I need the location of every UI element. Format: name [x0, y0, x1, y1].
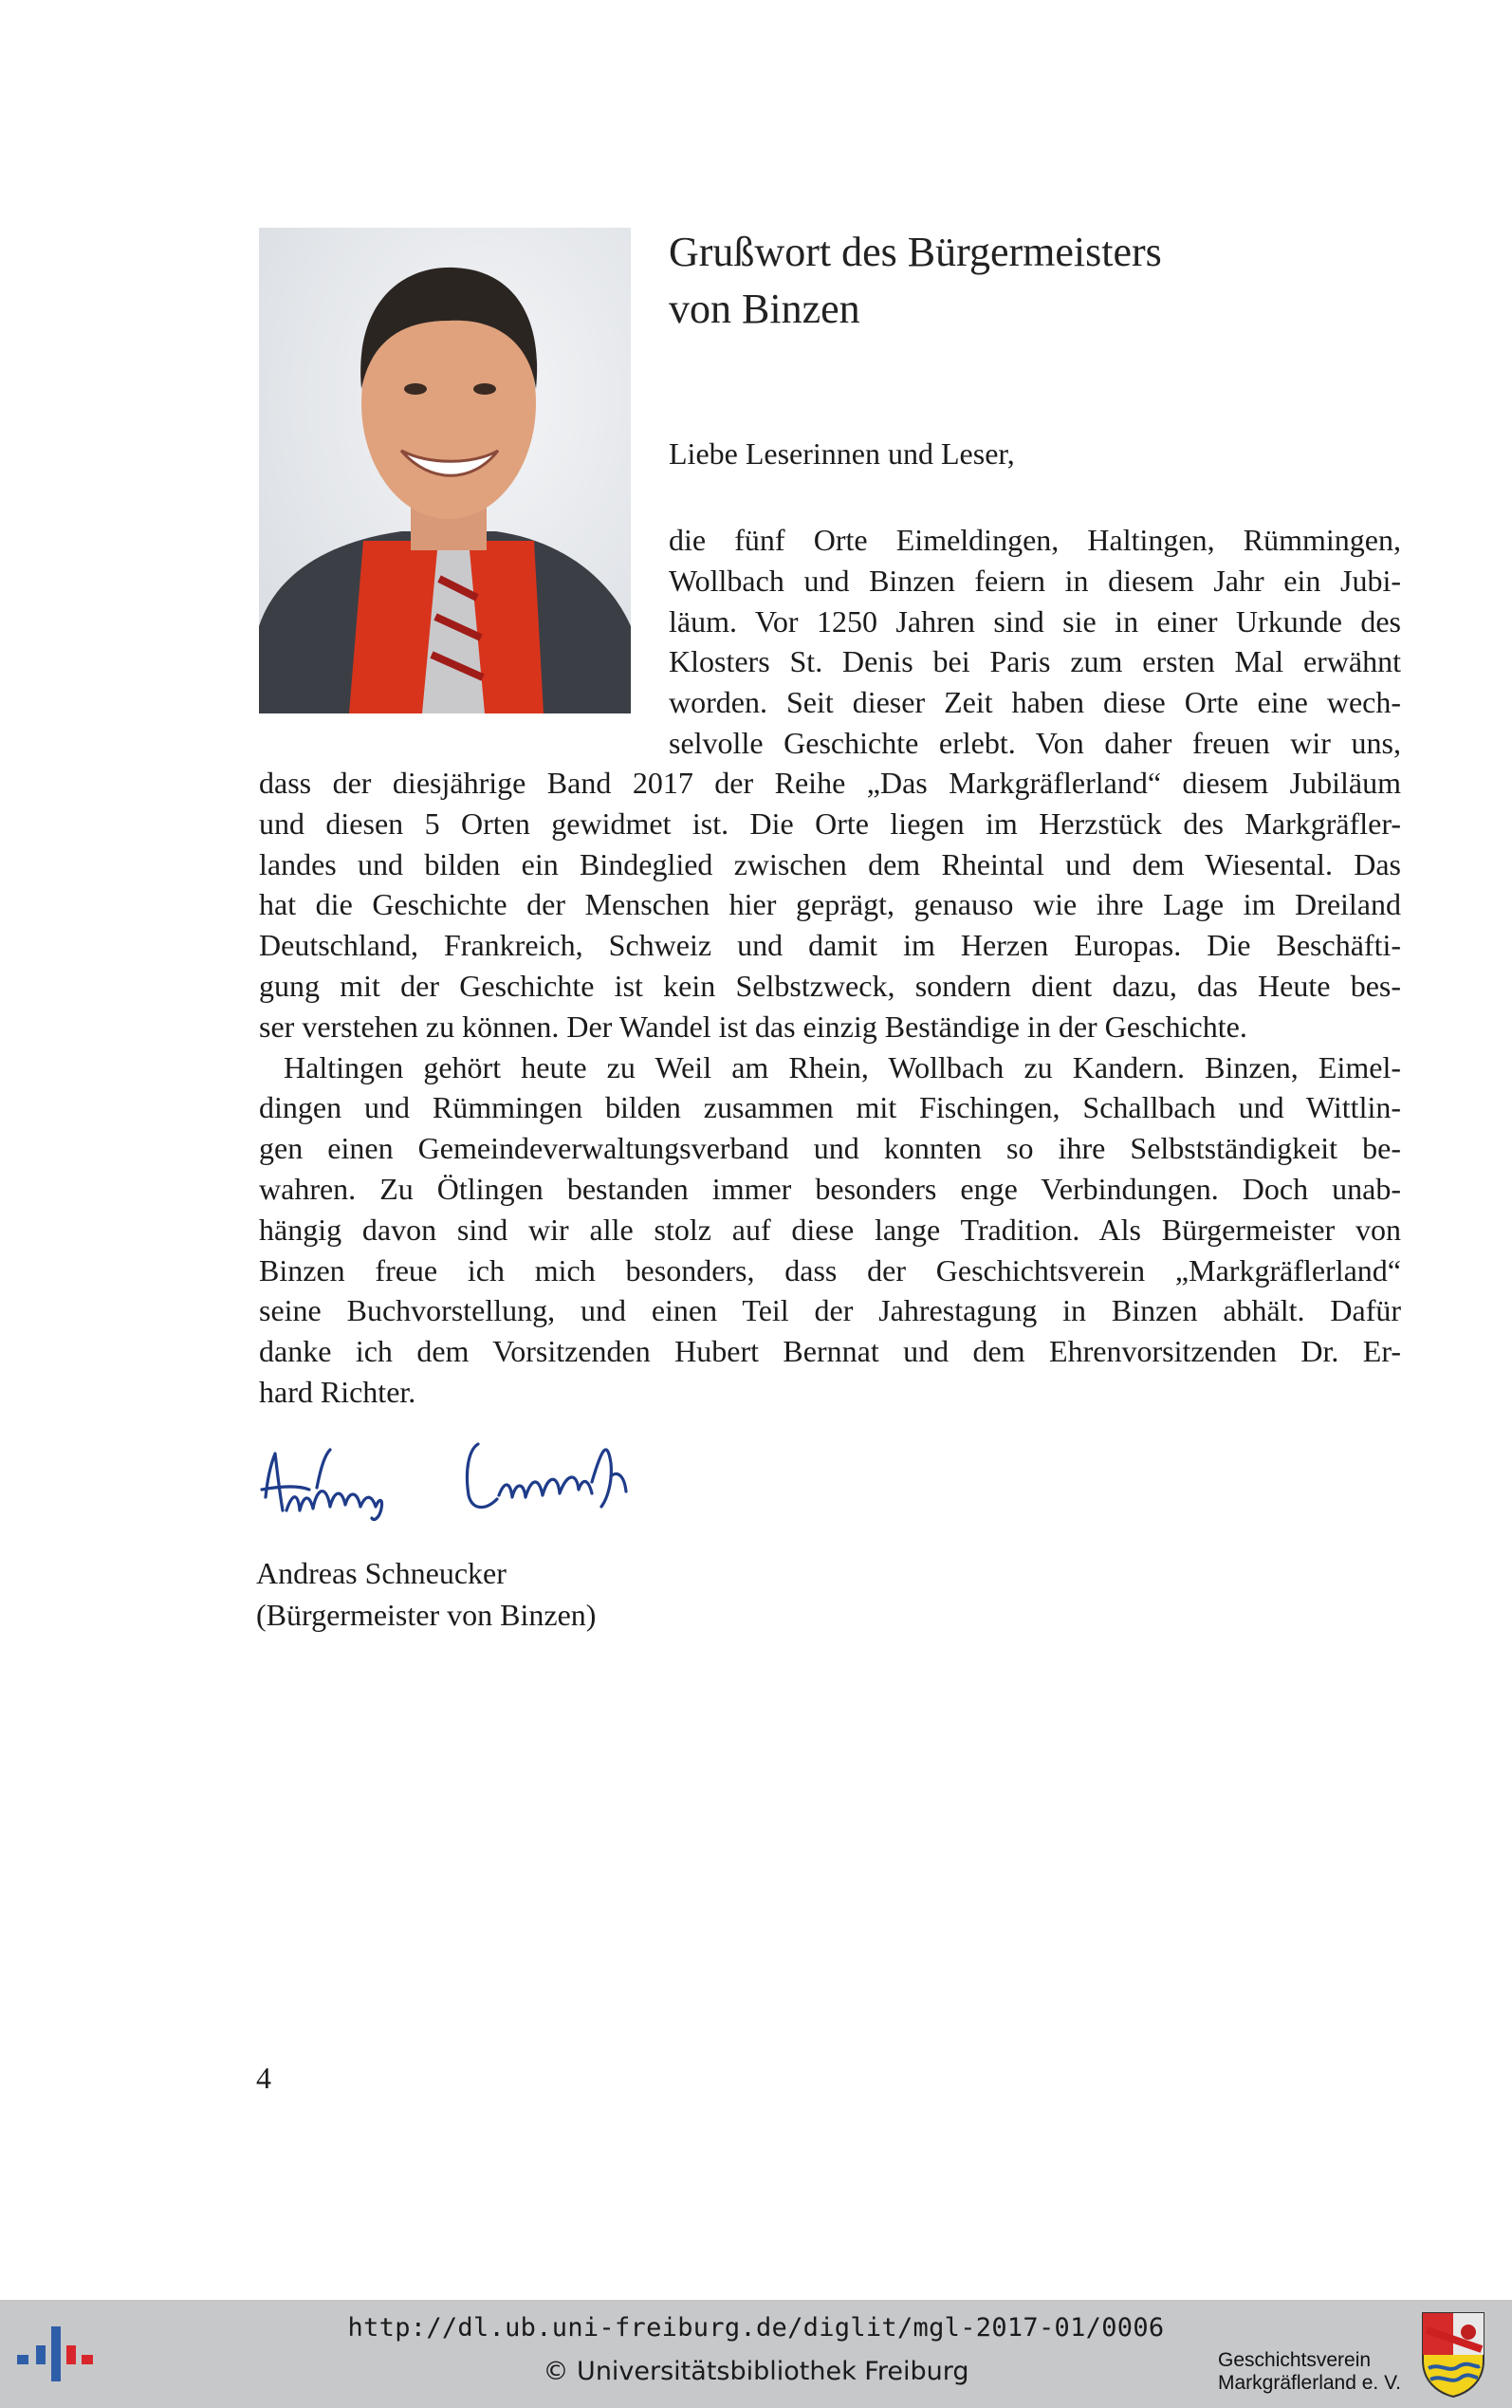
- title-line-2: von Binzen: [669, 286, 860, 332]
- salutation: Liebe Leserinnen und Leser,: [669, 436, 1015, 471]
- body-line: Deutschland, Frankreich, Schweiz und damit im Herzen Europas. Die Beschäfti-: [259, 928, 1401, 963]
- body-line: selvolle Geschichte erlebt. Von daher freuen wir uns,: [669, 725, 1401, 760]
- body-line: worden. Seit dieser Zeit haben diese Orte eine wech-: [669, 685, 1401, 720]
- article-title: [669, 224, 1390, 338]
- footer-bar: [0, 2300, 1512, 2408]
- body-line: Haltingen gehört heute zu Weil am Rhein, Wollbach zu Kandern. Binzen, Eimel-: [284, 1049, 1401, 1084]
- body-line: läum. Vor 1250 Jahren sind sie in einer Urkunde des: [669, 603, 1401, 639]
- body-line: gen einen Gemeindeverwaltungsverband und konnten so ihre Selbstständigkeit be-: [259, 1131, 1401, 1166]
- document-url-link[interactable]: http://dl.ub.uni-freiburg.de/diglit/mgl-2017-01/0006: [347, 2313, 1165, 2343]
- body-line: ser verstehen zu können. Der Wandel ist das einzig Beständige in der Geschichte.: [259, 1009, 1247, 1044]
- body-line: Wollbach und Binzen feiern in diesem Jahr ein Jubi-: [669, 563, 1401, 598]
- body-text-beside-photo: [669, 520, 1401, 764]
- body-line: Binzen freue ich mich besonders, dass der Geschichtsverein „Markgräflerland“: [259, 1252, 1401, 1287]
- body-line: und diesen 5 Orten gewidmet ist. Die Orte liegen im Herzstück des Markgräfler-: [259, 806, 1401, 841]
- author-name: Andreas Schneucker: [256, 1556, 507, 1590]
- author-block: [256, 1552, 596, 1636]
- body-line: dass der diesjährige Band 2017 der Reihe „Das Markgräflerland“ diesem Jubiläum: [259, 766, 1401, 800]
- handwritten-signature: [254, 1431, 728, 1545]
- body-line: hängig davon sind wir alle stolz auf diese lange Tradition. Als Bürgermeister von: [259, 1212, 1401, 1247]
- society-line-1: Geschichtsverein: [1218, 2349, 1372, 2371]
- body-line: die fünf Orte Eimeldingen, Haltingen, Rümmingen,: [669, 523, 1401, 557]
- body-line: Klosters St. Denis bei Paris zum ersten Mal erwähnt: [669, 644, 1401, 679]
- author-role: (Bürgermeister von Binzen): [256, 1598, 597, 1632]
- portrait-photo: [259, 228, 631, 713]
- body-line: dingen und Rümmingen bilden zusammen mit Fischingen, Schallbach und Wittlin-: [259, 1090, 1401, 1125]
- copyright-notice: © Universitätsbibliothek Freiburg: [543, 2357, 969, 2386]
- title-line-1: Grußwort des Bürgermeisters: [669, 229, 1162, 275]
- body-line: wahren. Zu Ötlingen bestanden immer besonders enge Verbindungen. Doch unab-: [259, 1171, 1401, 1206]
- society-coat-of-arms-icon: [1421, 2311, 1485, 2399]
- society-line-2: Markgräflerland e. V.: [1218, 2372, 1401, 2394]
- body-line: hard Richter.: [259, 1374, 416, 1409]
- body-line: danke ich dem Vorsitzenden Hubert Bernnat und dem Ehrenvorsitzenden Dr. Er-: [259, 1334, 1401, 1369]
- body-line: landes und bilden ein Bindeglied zwischen dem Rheintal und dem Wiesental. Das: [259, 846, 1401, 881]
- body-line: hat die Geschichte der Menschen hier geprägt, genauso wie ihre Lage im Dreiland: [259, 887, 1401, 922]
- society-name: [1218, 2349, 1401, 2395]
- body-text-full-width: [259, 763, 1401, 1413]
- body-line: seine Buchvorstellung, und einen Teil der Jahrestagung in Binzen abhält. Dafür: [259, 1293, 1401, 1328]
- body-line: gung mit der Geschichte ist kein Selbstzweck, sondern dient dazu, das Heute bes-: [259, 968, 1401, 1003]
- page-number: 4: [256, 2061, 271, 2095]
